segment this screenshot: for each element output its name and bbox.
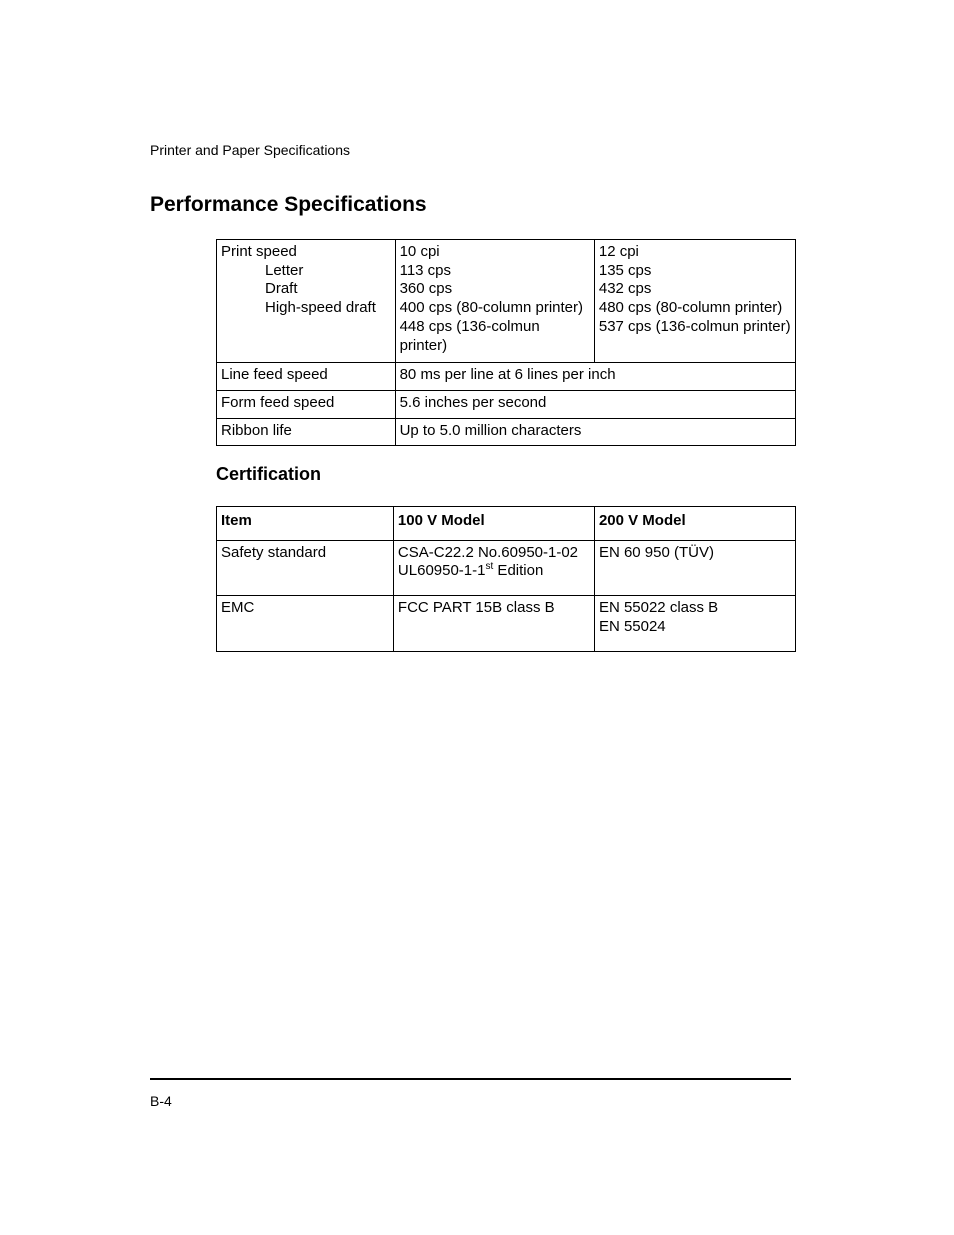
- emc-100v: FCC PART 15B class B: [393, 596, 594, 651]
- table-row: [217, 390, 796, 418]
- column-header-item: Item: [217, 507, 394, 541]
- mode-letter: Letter: [265, 261, 304, 279]
- ribbon-life-label: Ribbon life: [217, 418, 396, 446]
- print-speed-10cpi-cell: [395, 240, 594, 363]
- table-row: [217, 596, 796, 651]
- table-header-row: [217, 507, 796, 541]
- column-header-200v: 200 V Model: [594, 507, 795, 541]
- page-number: B-4: [150, 1093, 172, 1109]
- emc-200v-cell: [594, 596, 795, 651]
- section-title: Performance Specifications: [150, 193, 427, 216]
- mode-high-speed-draft: High-speed draft: [265, 299, 376, 317]
- emc-item: EMC: [217, 596, 394, 651]
- ribbon-life-value: Up to 5.0 million characters: [395, 418, 795, 446]
- print-speed-label: Print speed: [221, 243, 297, 260]
- cpi-10-letter: 113 cps: [399, 261, 452, 279]
- table-row: [217, 540, 796, 595]
- cpi-10-heading: 10 cpi: [399, 243, 440, 260]
- footer-rule: [150, 1078, 791, 1080]
- table-row: [217, 240, 796, 363]
- line-feed-value: 80 ms per line at 6 lines per inch: [395, 363, 795, 391]
- performance-table: [216, 239, 796, 446]
- safety-100v-line2: [398, 562, 590, 581]
- cpi-12-high-speed-80: 480 cps (80-column printer): [598, 299, 783, 317]
- cpi-10-draft: 360 cps: [399, 280, 453, 298]
- safety-100v-line1: CSA-C22.2 No.60950-1-02: [397, 543, 579, 561]
- form-feed-value: 5.6 inches per second: [395, 390, 795, 418]
- subsection-title: Certification: [216, 464, 322, 484]
- safety-100v-line2-rest: Edition: [493, 562, 544, 580]
- cpi-12-high-speed-136: 537 cps (136-colmun printer): [598, 317, 791, 335]
- cpi-12-letter: 135 cps: [598, 261, 652, 279]
- safety-100v-line2-sup: st: [485, 561, 494, 573]
- line-feed-label: Line feed speed: [217, 363, 396, 391]
- form-feed-label: Form feed speed: [217, 390, 396, 418]
- table-row: [217, 418, 796, 446]
- safety-100v-line2-base: UL60950-1-1: [397, 562, 486, 580]
- table-row: [217, 363, 796, 391]
- safety-100v-cell: [393, 540, 594, 595]
- safety-item: Safety standard: [217, 540, 394, 595]
- print-speed-label-cell: [217, 240, 396, 363]
- certification-table: [216, 506, 796, 652]
- print-speed-12cpi-cell: [594, 240, 795, 363]
- cpi-12-heading: 12 cpi: [598, 243, 639, 260]
- emc-200v-line1: EN 55022 class B: [598, 599, 719, 617]
- cpi-10-high-speed-80: 400 cps (80-column printer): [399, 299, 584, 317]
- emc-200v-line2: EN 55024: [598, 617, 666, 635]
- mode-draft: Draft: [265, 280, 298, 298]
- cpi-12-draft: 432 cps: [598, 280, 652, 298]
- cpi-10-high-speed-136: 448 cps (136-colmun printer): [399, 317, 540, 354]
- running-header: Printer and Paper Specifications: [150, 142, 350, 158]
- column-header-100v: 100 V Model: [393, 507, 594, 541]
- safety-200v: EN 60 950 (TÜV): [594, 540, 795, 595]
